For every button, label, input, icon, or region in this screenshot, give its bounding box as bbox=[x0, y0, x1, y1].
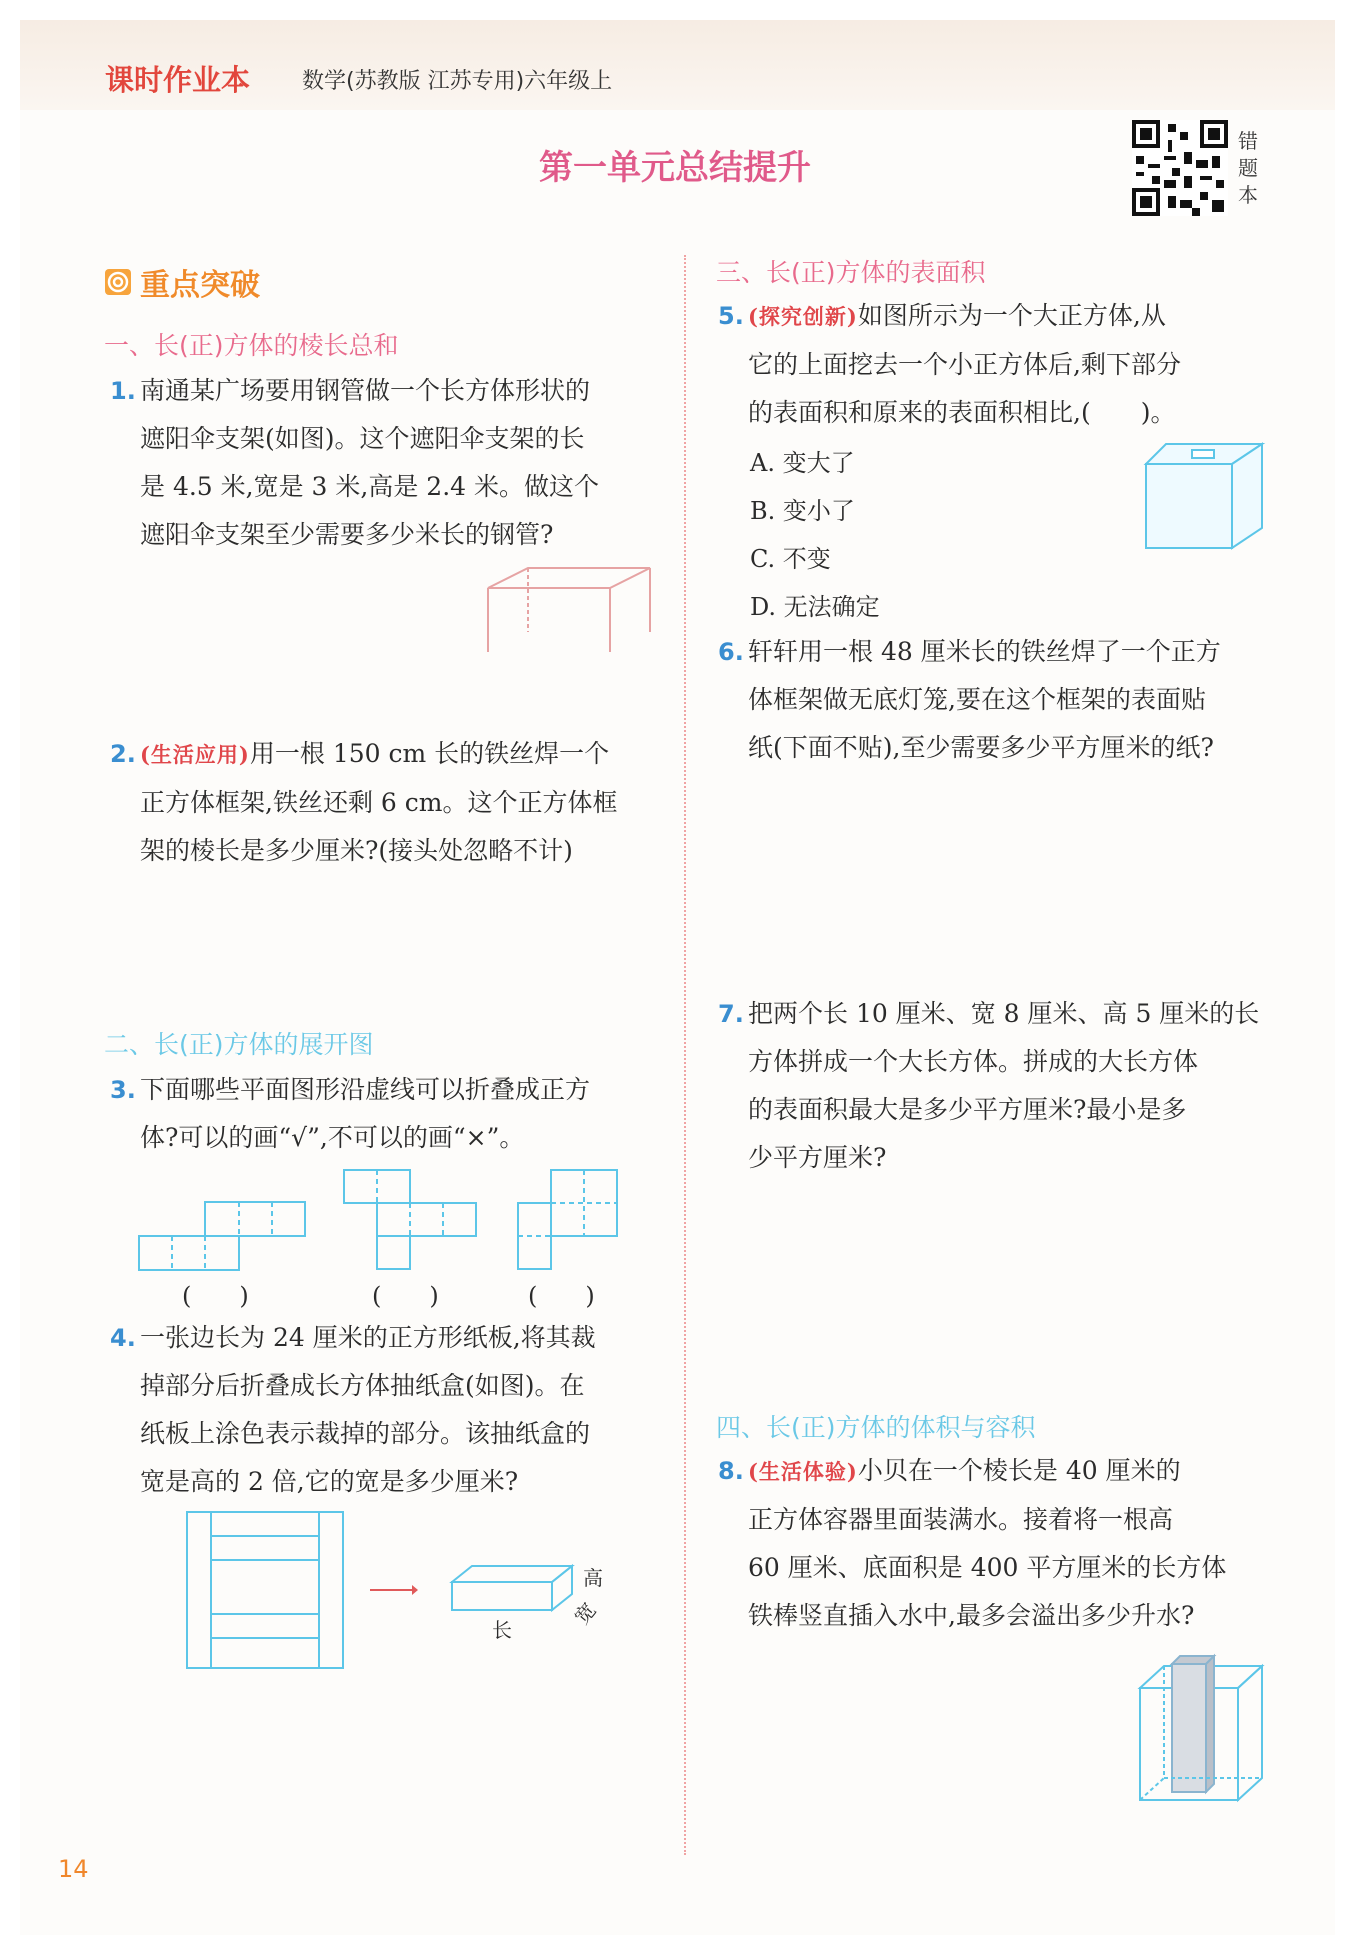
brand-title: 课时作业本 bbox=[105, 63, 251, 97]
option-b[interactable]: B. 变小了 bbox=[750, 497, 855, 525]
option-d[interactable]: D. 无法确定 bbox=[750, 593, 880, 621]
section-title-2: 二、长(正)方体的展开图 bbox=[104, 1030, 374, 1059]
question-line: 轩轩用一根 48 厘米长的铁丝焊了一个正方 bbox=[748, 637, 1221, 666]
question-line: 南通某广场要用钢管做一个长方体形状的 bbox=[140, 376, 591, 405]
container-with-rod-figure bbox=[1136, 1646, 1268, 1806]
question-line: 正方体框架,铁丝还剩 6 cm。这个正方体框 bbox=[140, 788, 618, 817]
question-number: 6. bbox=[718, 638, 744, 666]
question-line: 掉部分后折叠成长方体抽纸盒(如图)。在 bbox=[140, 1371, 585, 1400]
option-c[interactable]: C. 不变 bbox=[750, 545, 831, 573]
hollowed-cube-figure bbox=[1142, 440, 1268, 552]
question-line: 纸(下面不贴),至少需要多少平方厘米的纸? bbox=[748, 733, 1214, 762]
question-tag: (生活应用) bbox=[140, 742, 250, 767]
question-5 bbox=[718, 292, 1268, 437]
question-line: 60 厘米、底面积是 400 平方厘米的长方体 bbox=[748, 1553, 1227, 1582]
option-a[interactable]: A. 变大了 bbox=[750, 449, 855, 477]
answer-blank-3[interactable]: ( ) bbox=[528, 1282, 595, 1310]
question-line: 小贝在一个棱长是 40 厘米的 bbox=[857, 1456, 1181, 1485]
section-title-4: 四、长(正)方体的体积与容积 bbox=[716, 1413, 1036, 1442]
page-number: 14 bbox=[58, 1855, 89, 1883]
question-line: 如图所示为一个大正方体,从 bbox=[857, 301, 1166, 330]
question-number: 5. bbox=[718, 302, 744, 330]
question-2 bbox=[110, 730, 660, 875]
box-label-high: 高 bbox=[583, 1566, 603, 1590]
question-line: 铁棒竖直插入水中,最多会溢出多少升水? bbox=[748, 1601, 1195, 1630]
cube-net-figure-2 bbox=[342, 1168, 478, 1272]
question-line: 遮阳伞支架至少需要多少米长的钢管? bbox=[140, 520, 554, 549]
question-line: 纸板上涂色表示裁掉的部分。该抽纸盒的 bbox=[140, 1419, 591, 1448]
spiral-icon bbox=[104, 268, 132, 296]
question-number: 4. bbox=[110, 1324, 136, 1352]
question-number: 3. bbox=[110, 1076, 136, 1104]
cube-net-figure-3 bbox=[516, 1168, 620, 1272]
question-8 bbox=[718, 1447, 1268, 1640]
section-title-3: 三、长(正)方体的表面积 bbox=[716, 258, 986, 287]
arrow-icon bbox=[368, 1580, 418, 1600]
qr-code-icon[interactable] bbox=[1132, 120, 1228, 216]
question-number: 1. bbox=[110, 377, 136, 405]
book-subtitle: 数学(苏教版 江苏专用)六年级上 bbox=[302, 69, 613, 94]
question-line: 体?可以的画“√”,不可以的画“×”。 bbox=[140, 1123, 525, 1152]
question-line: 架的棱长是多少厘米?(接头处忽略不计) bbox=[140, 836, 573, 865]
question-line: 遮阳伞支架(如图)。这个遮阳伞支架的长 bbox=[140, 424, 585, 453]
answer-blank-2[interactable]: ( ) bbox=[372, 1282, 439, 1310]
question-line: 体框架做无底灯笼,要在这个框架的表面贴 bbox=[748, 685, 1206, 714]
column-divider bbox=[684, 255, 686, 1855]
box-label-wide: 宽 bbox=[569, 1598, 601, 1629]
question-line: 用一根 150 cm 长的铁丝焊一个 bbox=[249, 739, 610, 768]
question-1 bbox=[110, 367, 660, 559]
question-line: 下面哪些平面图形沿虚线可以折叠成正方 bbox=[140, 1075, 591, 1104]
section-title-1: 一、长(正)方体的棱长总和 bbox=[104, 331, 399, 360]
cube-net-figure-1 bbox=[138, 1200, 308, 1272]
question-7 bbox=[718, 990, 1268, 1182]
tissue-box-figure bbox=[448, 1560, 578, 1630]
question-3 bbox=[110, 1066, 660, 1162]
focus-heading-text: 重点突破 bbox=[140, 268, 260, 303]
question-6 bbox=[718, 628, 1268, 772]
box-label-long: 长 bbox=[492, 1618, 512, 1642]
umbrella-frame-figure bbox=[480, 560, 660, 660]
question-line: 宽是高的 2 倍,它的宽是多少厘米? bbox=[140, 1467, 519, 1496]
question-line: 一张边长为 24 厘米的正方形纸板,将其裁 bbox=[140, 1323, 596, 1352]
question-4 bbox=[110, 1314, 660, 1506]
question-number: 7. bbox=[718, 1000, 744, 1028]
question-line: 的表面积和原来的表面积相比,( )。 bbox=[748, 398, 1176, 427]
question-line: 的表面积最大是多少平方厘米?最小是多 bbox=[748, 1095, 1187, 1124]
question-line: 它的上面挖去一个小正方体后,剩下部分 bbox=[748, 350, 1181, 379]
question-line: 方体拼成一个大长方体。拼成的大长方体 bbox=[748, 1047, 1199, 1076]
page-title: 第一单元总结提升 bbox=[539, 148, 811, 188]
question-line: 正方体容器里面装满水。接着将一根高 bbox=[748, 1505, 1174, 1534]
question-number: 2. bbox=[110, 740, 136, 768]
question-line: 是 4.5 米,宽是 3 米,高是 2.4 米。做这个 bbox=[140, 472, 599, 501]
question-tag: (探究创新) bbox=[748, 304, 858, 329]
cardboard-net-figure bbox=[185, 1510, 345, 1670]
focus-heading bbox=[104, 260, 260, 304]
qr-label: 错题本 bbox=[1238, 129, 1258, 207]
question-tag: (生活体验) bbox=[748, 1459, 858, 1484]
question-line: 少平方厘米? bbox=[748, 1143, 887, 1172]
question-line: 把两个长 10 厘米、宽 8 厘米、高 5 厘米的长 bbox=[748, 999, 1260, 1028]
question-number: 8. bbox=[718, 1457, 744, 1485]
answer-blank-1[interactable]: ( ) bbox=[182, 1282, 249, 1310]
